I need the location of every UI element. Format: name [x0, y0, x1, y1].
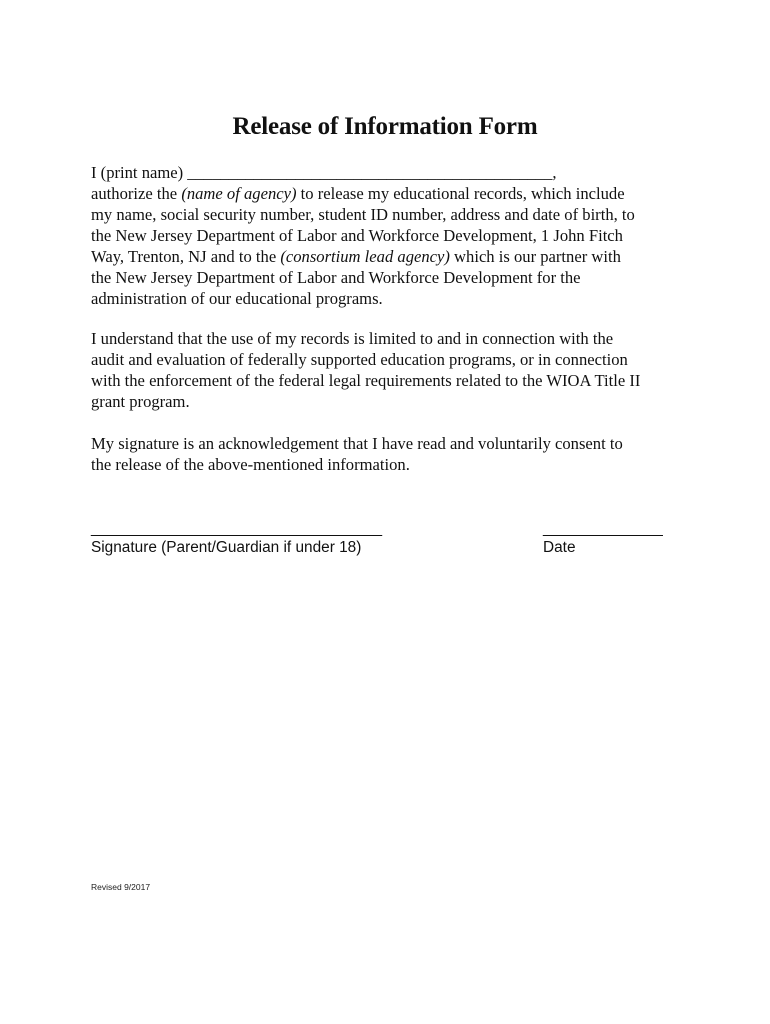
- consent-line-2: the release of the above-mentioned information.: [91, 455, 410, 474]
- print-name-line: I (print name) ____________________________________________,: [91, 163, 557, 182]
- address-line: [91, 246, 691, 267]
- usage-line-1: I understand that the use of my records is limited to and in connection with the: [91, 329, 614, 348]
- usage-paragraph: [91, 328, 691, 412]
- revised-date: Revised 9/2017: [91, 882, 151, 892]
- records-line: my name, social security number, student ID number, address and date of birth, to: [91, 205, 635, 224]
- address-text-rest: which is our partner with: [449, 247, 621, 266]
- consent-paragraph: [91, 433, 691, 475]
- agency-placeholder: (name of agency): [181, 184, 297, 203]
- authorization-paragraph: [91, 162, 691, 309]
- consent-line-1: My signature is an acknowledgement that I have read and voluntarily consent to: [91, 434, 623, 453]
- usage-line-4: grant program.: [91, 392, 190, 411]
- signature-line: __________________________________: [91, 520, 383, 537]
- department-line: the New Jersey Department of Labor and Workforce Development, 1 John Fitch: [91, 226, 623, 245]
- address-text: Way, Trenton, NJ and to the: [91, 247, 281, 266]
- authorize-text: authorize the: [91, 184, 182, 203]
- partner-line: the New Jersey Department of Labor and Workforce Development for the: [91, 268, 581, 287]
- signature-label: Signature (Parent/Guardian if under 18): [91, 539, 362, 556]
- consortium-placeholder: (consortium lead agency): [280, 247, 450, 266]
- authorize-line: [91, 183, 691, 204]
- date-line: ______________: [543, 520, 663, 537]
- date-label: Date: [543, 539, 576, 556]
- administration-line: administration of our educational programs.: [91, 289, 383, 308]
- usage-line-3: with the enforcement of the federal legal requirements related to the WIOA Title II: [91, 371, 641, 390]
- form-title: Release of Information Form: [232, 113, 538, 140]
- authorize-text-rest: to release my educational records, which include: [296, 184, 625, 203]
- usage-line-2: audit and evaluation of federally supported education programs, or in connection: [91, 350, 628, 369]
